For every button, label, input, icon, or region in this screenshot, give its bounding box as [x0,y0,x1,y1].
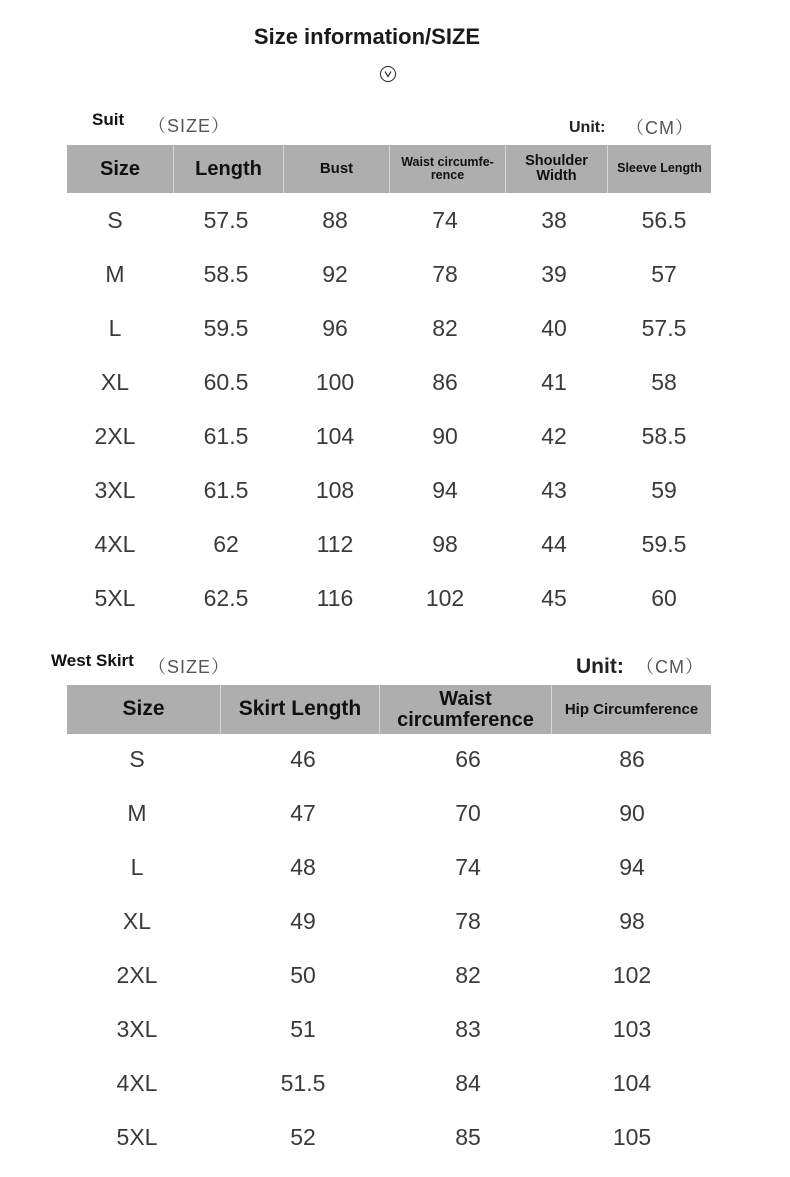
suit-table-cell: 59.5 [203,315,249,341]
suit-header-cell: Sleeve Length [607,145,711,193]
suit-table-cell: 60.5 [203,369,249,395]
skirt-table-cell: 104 [612,1070,652,1096]
skirt-table-cell: 90 [619,800,645,826]
skirt-table-cell: 70 [455,800,481,826]
skirt-table-cell: 4XL [116,1070,158,1096]
skirt-table-cell: 2XL [116,962,158,988]
suit-table-cell: M [105,261,125,287]
suit-table-cell: 58.5 [641,423,687,449]
suit-header-cell: Waist circumfe- rence [389,145,505,193]
skirt-table-cell: 52 [290,1124,316,1150]
suit-table-cell: 5XL [94,585,136,611]
suit-table-cell: L [108,315,122,341]
suit-table-cell: 94 [432,477,458,503]
suit-header-cell: Shoulder Width [505,145,607,193]
suit-table-cell: 102 [425,585,465,611]
skirt-section-label: West Skirt [51,651,134,670]
suit-header-cell: Length [173,145,283,193]
suit-section-label: Suit [92,110,125,129]
suit-table-cell: 86 [432,369,458,395]
suit-table-cell: 98 [432,531,458,557]
suit-table-cell: 96 [322,315,348,341]
suit-table-cell: 40 [541,315,567,341]
suit-table-cell: 57.5 [203,207,249,233]
skirt-table-cell: 86 [619,746,645,772]
skirt-table-cell: L [130,854,144,880]
suit-table-cell: 59.5 [641,531,687,557]
suit-unit-value: （CM） [626,118,694,138]
suit-header-cell: Size [99,157,141,180]
skirt-table-cell: 49 [290,908,316,934]
skirt-table-cell: 103 [612,1016,652,1042]
suit-table-cell: 100 [315,369,355,395]
skirt-table-cell: 85 [455,1124,481,1150]
skirt-table-cell: 46 [290,746,316,772]
suit-table-cell: 90 [432,423,458,449]
skirt-table-cell: 5XL [116,1124,158,1150]
skirt-table-cell: M [127,800,147,826]
suit-table-cell: 112 [316,531,354,557]
suit-table-cell: 58 [651,369,677,395]
skirt-table-cell: 82 [455,962,481,988]
suit-unit-label: Unit: [569,119,606,136]
suit-table-cell: 116 [316,585,354,611]
suit-table-cell: 88 [322,207,348,233]
skirt-table-cell: 83 [455,1016,481,1042]
suit-size-tag: （SIZE） [148,116,231,136]
skirt-table-cell: 3XL [116,1016,158,1042]
skirt-header-cell: Hip Circumference [551,685,711,734]
suit-table-cell: 82 [432,315,458,341]
suit-table-cell: 43 [541,477,567,503]
suit-table-cell: 45 [541,585,567,611]
suit-table-cell: 41 [541,369,567,395]
suit-table-cell: 56.5 [641,207,687,233]
suit-table-cell: 42 [541,423,567,449]
suit-header-cell: Bust [283,145,389,193]
page-title: Size information/SIZE [253,24,481,49]
skirt-table-cell: 102 [612,962,652,988]
suit-table-cell: 60 [651,585,677,611]
skirt-table-cell: 48 [290,854,316,880]
skirt-table-cell: 50 [290,962,316,988]
skirt-table-cell: 66 [455,746,481,772]
skirt-header-cell: Size [122,697,165,721]
skirt-unit-value: （CM） [636,657,704,677]
suit-table-cell: 62.5 [203,585,249,611]
suit-table-cell: 4XL [94,531,136,557]
suit-table-cell: 58.5 [203,261,249,287]
skirt-table-cell: 74 [455,854,481,880]
suit-table-cell: 61.5 [203,477,249,503]
skirt-size-tag: （SIZE） [148,657,231,677]
suit-table-cell: S [107,207,123,233]
suit-table-cell: 108 [315,477,355,503]
skirt-unit-label: Unit: [576,655,624,678]
suit-table-cell: 2XL [94,423,136,449]
skirt-table-cell: S [129,746,145,772]
skirt-table-cell: 47 [290,800,316,826]
suit-table-cell: 44 [541,531,567,557]
suit-table-cell: 38 [541,207,567,233]
skirt-table-cell: 51.5 [280,1070,326,1096]
skirt-header-cell: Skirt Length [220,685,379,734]
suit-table-cell: 57.5 [641,315,687,341]
skirt-table-cell: 51 [290,1016,316,1042]
suit-table-cell: 39 [541,261,567,287]
suit-table-cell: 104 [315,423,355,449]
suit-table-cell: 57 [651,261,677,287]
suit-table-cell: 62 [213,531,239,557]
skirt-table-cell: 105 [612,1124,652,1150]
suit-table-header [67,145,711,193]
suit-table-cell: 3XL [94,477,136,503]
suit-table-cell: 59 [651,477,677,503]
v-circle-icon [380,66,396,82]
skirt-table-header [67,685,711,734]
skirt-table-cell: 94 [619,854,645,880]
skirt-table-cell: 98 [619,908,645,934]
suit-table-cell: 61.5 [203,423,249,449]
skirt-table-cell: 84 [455,1070,481,1096]
skirt-table-cell: 78 [455,908,481,934]
skirt-table-cell: XL [122,908,152,934]
suit-table-cell: XL [100,369,130,395]
suit-table-cell: 92 [322,261,348,287]
skirt-header-cell: Waist circumference [379,685,551,734]
suit-table-cell: 78 [432,261,458,287]
suit-table-cell: 74 [432,207,458,233]
